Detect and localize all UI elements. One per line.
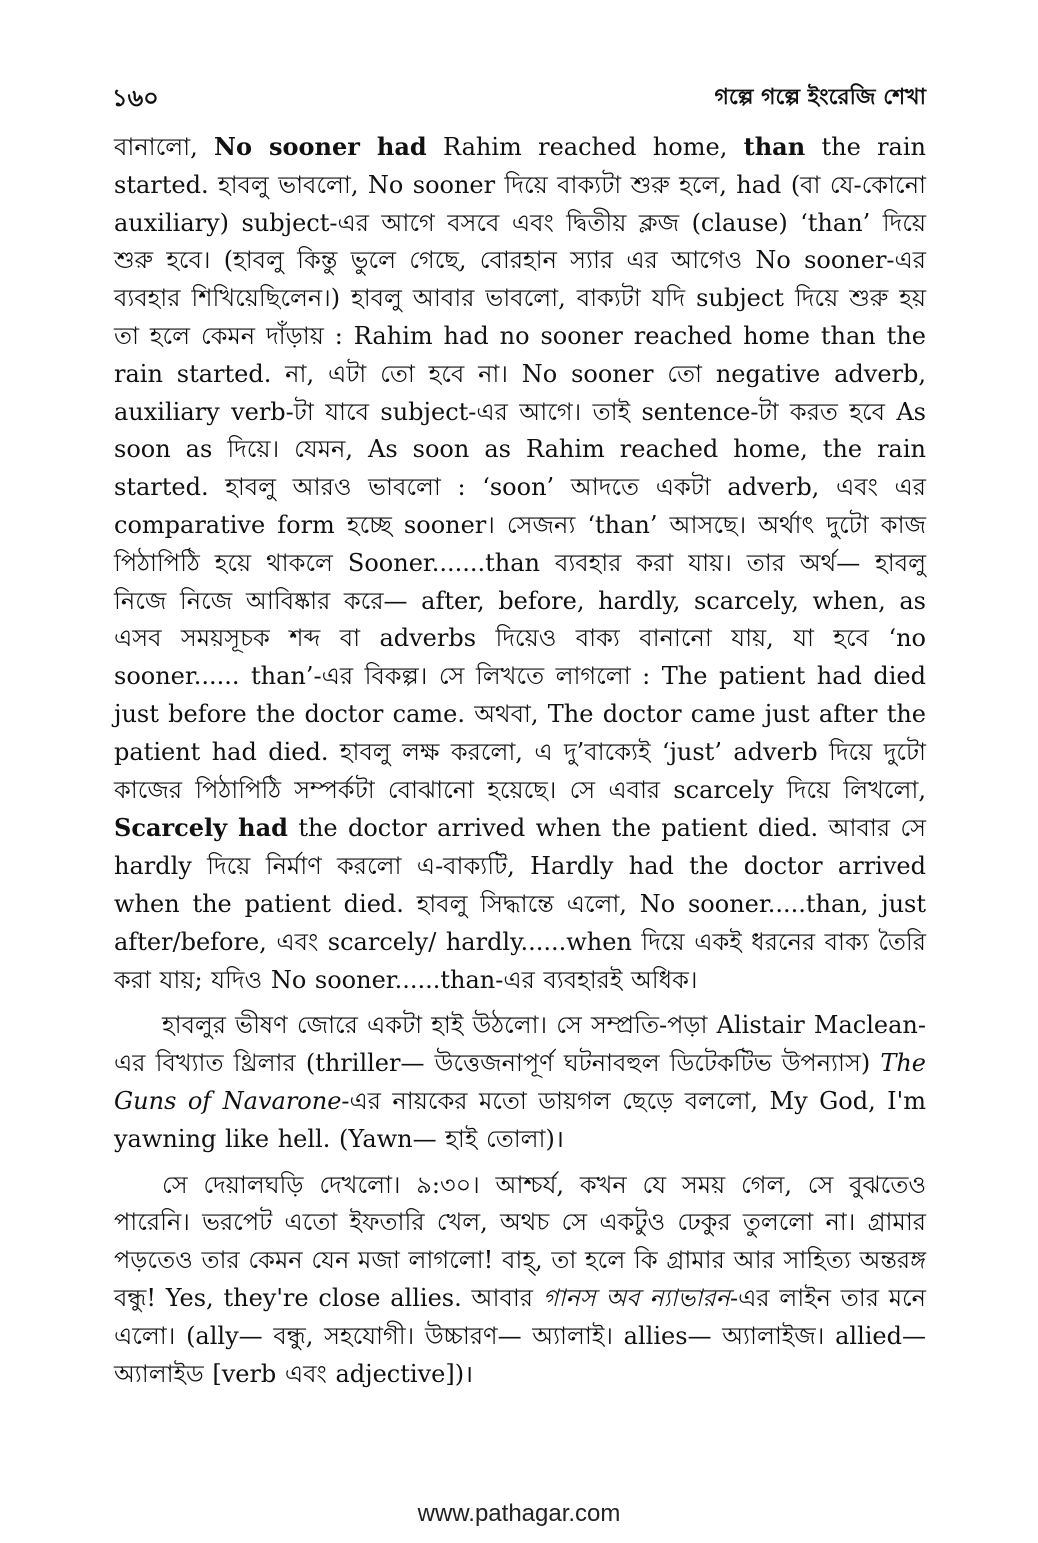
bold-phrase: Scarcely had — [114, 813, 288, 843]
bold-phrase: than — [743, 132, 806, 161]
book-title: গানস অব ন্যাভারন — [542, 1283, 730, 1312]
text-run: সে দেয়ালঘড়ি দেখলো। ৯:৩০। আশ্চর্য, কখন যে সময় গেল, সে বুঝতেও পারেনি। ভরপেট এতো ইফতারি খেল, অথচ সে একটুও ঢেকুর তুললো না। গ্রামার পড়তেও তার কেমন যেন মজা লাগলো! বাহ্, তা হলে কি গ্রামার আর সাহিত্য অন্তরঙ্গ বন্ধু! Yes, they're close allies. আবার — [114, 1170, 926, 1312]
page-number: ১৬০ — [112, 84, 159, 112]
running-title: গল্পে গল্পে ইংরেজি শেখা — [714, 85, 926, 110]
text-run: হাবলুর ভীষণ জোরে একটা হাই উঠলো। সে সম্প্রতি-পড়া Alistair Maclean-এর বিখ্যাত থ্রিলার (thriller— উত্তেজনাপূর্ণ ঘটনাবহুল ডিটেকটিভ উপন্যাস) — [114, 1011, 926, 1078]
text-run: -এর নায়কের মতো ডায়গল ছেড়ে বললো, My God, I'm yawning like hell. (Yawn— হাই তোলা)। — [114, 1086, 926, 1153]
bold-phrase: No sooner had — [214, 132, 427, 161]
text-run: the doctor arrived when the patient died. আবার সে hardly দিয়ে নির্মাণ করলো এ-বাক্যটি, Hardly had the doctor arrived when the patient died. হাবলু সিদ্ধান্তে এলো, No sooner.....than, just after/before, এবং scarcely/ hardly......when দিয়ে একই ধরনের বাক্য তৈরি করা যায়; যদিও No sooner......than-এর ব্যবহারই অধিক। — [114, 814, 926, 994]
text-run: বানালো, — [114, 133, 215, 161]
text-run: Rahim reached home, — [426, 133, 744, 161]
body-text — [114, 128, 926, 1393]
book-title: The Guns of Navarone — [114, 1049, 926, 1115]
paragraph-3 — [114, 1167, 926, 1394]
text-run: -এর লাইন তার মনে এলো। (ally— বন্ধু, সহযোগী। উচ্চারণ— অ্যালাই। allies— অ্যালাইজ। allied— অ্যালাইড [verb এবং adjective])। — [114, 1283, 926, 1388]
paragraph-1 — [114, 128, 926, 999]
paragraph-2 — [114, 1007, 926, 1158]
footer-url: www.pathagar.com — [417, 1500, 621, 1527]
text-run: the rain started. হাবলু ভাবলো, No sooner দিয়ে বাক্যটা শুরু হলে, had (বা যে-কোনো auxiliary) subject-এর আগে বসবে এবং দ্বিতীয় ক্লজ (clause) ‘than’ দিয়ে শুরু হবে। (হাবলু কিন্তু ভুলে গেছে, বোরহান স্যার এর আগেও No sooner-এর ব্যবহার শিখিয়েছিলেন।) হাবলু আবার ভাবলো, বাক্যটা যদি subject দিয়ে শুরু হয় তা হলে কেমন দাঁড়ায় : Rahim had no sooner reached home than the rain started. না, এটা তো হবে না। No sooner তো negative adverb, auxiliary verb-টা যাবে subject-এর আগে। তাই sentence-টা করত হবে As soon as দিয়ে। যেমন, As soon as Rahim reached home, the rain started. হাবলু আরও ভাবলো : ‘soon’ আদতে একটা adverb, এবং এর comparative form হচ্ছে sooner। সেজন্য ‘than’ আসছে। অর্থাৎ দুটো কাজ পিঠাপিঠি হয়ে থাকলে Sooner.......than ব্যবহার করা যায়। তার অর্থ— হাবলু নিজে নিজে আবিষ্কার করে— after, before, hardly, scarcely, when, as এসব সময়সূচক শব্দ বা adverbs দিয়েও বাক্য বানানো যায়, যা হবে ‘no sooner...... than’-এর বিকল্প। সে লিখতে লাগলো : The patient had died just before the doctor came. অথবা, The doctor came just after the patient had died. হাবলু লক্ষ করলো, এ দু’বাক্যেই ‘just’ adverb দিয়ে দুটো কাজের পিঠাপিঠি সম্পর্কটা বোঝানো হয়েছে। সে এবার scarcely দিয়ে লিখলো, — [114, 133, 926, 804]
